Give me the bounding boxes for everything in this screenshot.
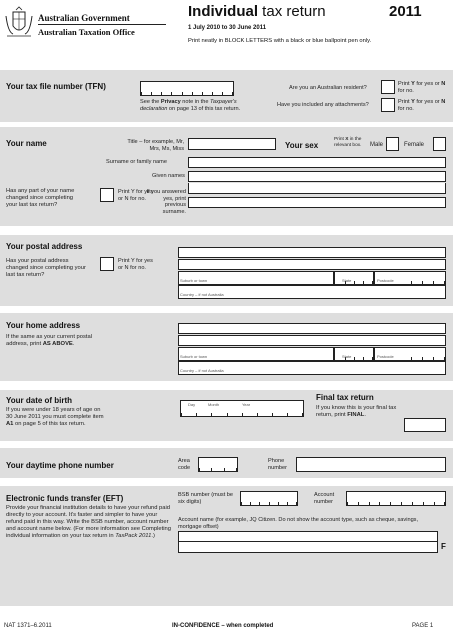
- phone-number-label: Phone number: [268, 458, 287, 471]
- eft-hint: Provide your financial institution details to have your refund paid directly to your account. It's faster and simpler to have your refund paid in this way. Write the BSB number, account number and account name below. (For more information see Completing individual information on your tax return in TaxPack 2011.): [6, 505, 171, 539]
- form-instruction: Print neatly in BLOCK LETTERS with a black or blue ballpoint pen only.: [188, 38, 372, 44]
- sex-hint: Print X in the relevant box.: [334, 137, 362, 148]
- postal-changed-yn: Print Y for yes or N for no.: [118, 258, 153, 271]
- postal-suburb-label: Suburb or town: [180, 278, 208, 283]
- account-number-input[interactable]: [346, 491, 446, 506]
- account-name-label: Account name (for example, JQ Citizen. Do not show the account type, such as cheque, savings, mortgage offset): [178, 517, 419, 530]
- postal-country-label: Country – if not Australia: [180, 292, 224, 297]
- account-number-label: Account number: [314, 492, 335, 505]
- home-postcode-label: Postcode: [377, 354, 394, 359]
- home-country-label: Country – if not Australia: [180, 368, 224, 373]
- gov-line-1: Australian Government: [38, 13, 130, 23]
- name-changed-input[interactable]: [100, 188, 114, 202]
- dob-month-label: Month: [208, 402, 220, 407]
- eft-heading: Electronic funds transfer (EFT): [6, 494, 124, 503]
- postal-state-label: State: [342, 278, 352, 283]
- surname-label: Surname or family name: [106, 159, 167, 165]
- final-hint: If you know this is your final tax return, print FINAL.: [316, 405, 397, 418]
- postal-street-input[interactable]: [178, 247, 446, 258]
- home-state-input[interactable]: [334, 347, 374, 361]
- given-names-label: Given names: [152, 173, 185, 179]
- footer-code: NAT 1371–6.2011: [4, 623, 52, 629]
- footer-page: PAGE 1: [412, 623, 434, 629]
- dob-day-label: Day: [188, 402, 196, 407]
- name-changed-question: Has any part of your name changed since completing your last tax return?: [6, 188, 75, 208]
- phone-number-input[interactable]: [296, 457, 446, 472]
- tfn-privacy-note: See the Privacy note in the Taxpayer's declaration on page 13 of this tax return.: [140, 99, 241, 112]
- female-checkbox[interactable]: [433, 137, 446, 151]
- male-checkbox[interactable]: [386, 137, 399, 151]
- title-input[interactable]: [188, 138, 276, 150]
- postal-state-input[interactable]: [334, 271, 374, 285]
- home-state-label: State: [342, 354, 352, 359]
- name-heading: Your name: [6, 139, 47, 148]
- home-street-input-2[interactable]: [178, 335, 446, 346]
- postal-changed-question: Has your postal address changed since completing your last tax return?: [6, 258, 86, 278]
- attachments-yn-hint: Print Y for yes or N for no.: [398, 99, 446, 112]
- previous-surname-input[interactable]: [188, 197, 446, 208]
- form-title: Individual tax return: [188, 3, 326, 20]
- given-names-input-2[interactable]: [188, 183, 446, 194]
- resident-input[interactable]: [381, 80, 395, 94]
- section-tfn: [0, 70, 453, 122]
- bsb-label: BSB number (must be six digits): [178, 492, 234, 505]
- sex-heading: Your sex: [285, 141, 319, 150]
- crest-logo: [4, 6, 34, 40]
- footer-confidence: IN-CONFIDENCE – when completed: [172, 623, 274, 629]
- form-year: 2011: [389, 3, 422, 20]
- home-hint: If the same as your current postal address, print AS ABOVE.: [6, 334, 93, 347]
- home-heading: Your home address: [6, 321, 81, 330]
- title-hint: Title – for example, Mr, Mrs, Ms, Miss: [127, 139, 184, 152]
- attachments-input[interactable]: [381, 98, 395, 112]
- phone-heading: Your daytime phone number: [6, 461, 114, 470]
- final-input[interactable]: [404, 418, 446, 432]
- postal-heading: Your postal address: [6, 242, 83, 251]
- male-label: Male: [370, 142, 384, 148]
- eft-letter: F: [441, 542, 446, 551]
- postal-changed-input[interactable]: [100, 257, 114, 271]
- resident-yn-hint: Print Y for yes or N for no.: [398, 81, 446, 94]
- area-code-label: Area code: [178, 458, 191, 471]
- area-code-input[interactable]: [198, 457, 238, 472]
- tfn-heading: Your tax file number (TFN): [6, 82, 106, 91]
- dob-heading: Your date of birth: [6, 396, 73, 405]
- gov-line-2: Australian Taxation Office: [38, 27, 135, 37]
- surname-input[interactable]: [188, 157, 446, 168]
- home-street-input[interactable]: [178, 323, 446, 334]
- account-name-input-2[interactable]: [178, 542, 438, 553]
- postal-postcode-label: Postcode: [377, 278, 394, 283]
- name-changed-yn: Print Y for yes or N for no.: [118, 189, 153, 202]
- form-period: 1 July 2010 to 30 June 2011: [188, 25, 267, 31]
- dob-hint: If you were under 18 years of age on 30 June 2011 you must complete item A1 on page 5 of this tax return.: [6, 407, 104, 427]
- given-names-input[interactable]: [188, 171, 446, 182]
- final-heading: Final tax return: [316, 393, 374, 402]
- dob-year-label: Year: [242, 402, 251, 407]
- attachments-question: Have you included any attachments?: [277, 102, 369, 108]
- bsb-input[interactable]: [240, 491, 298, 506]
- home-suburb-label: Suburb or town: [180, 354, 208, 359]
- account-name-input[interactable]: [178, 531, 438, 542]
- tfn-input[interactable]: [140, 81, 234, 96]
- resident-question: Are you an Australian resident?: [289, 85, 367, 91]
- female-label: Female: [404, 142, 425, 148]
- previous-surname-label: If you answered yes, print previous surname.: [146, 189, 186, 215]
- postal-street-input-2[interactable]: [178, 259, 446, 270]
